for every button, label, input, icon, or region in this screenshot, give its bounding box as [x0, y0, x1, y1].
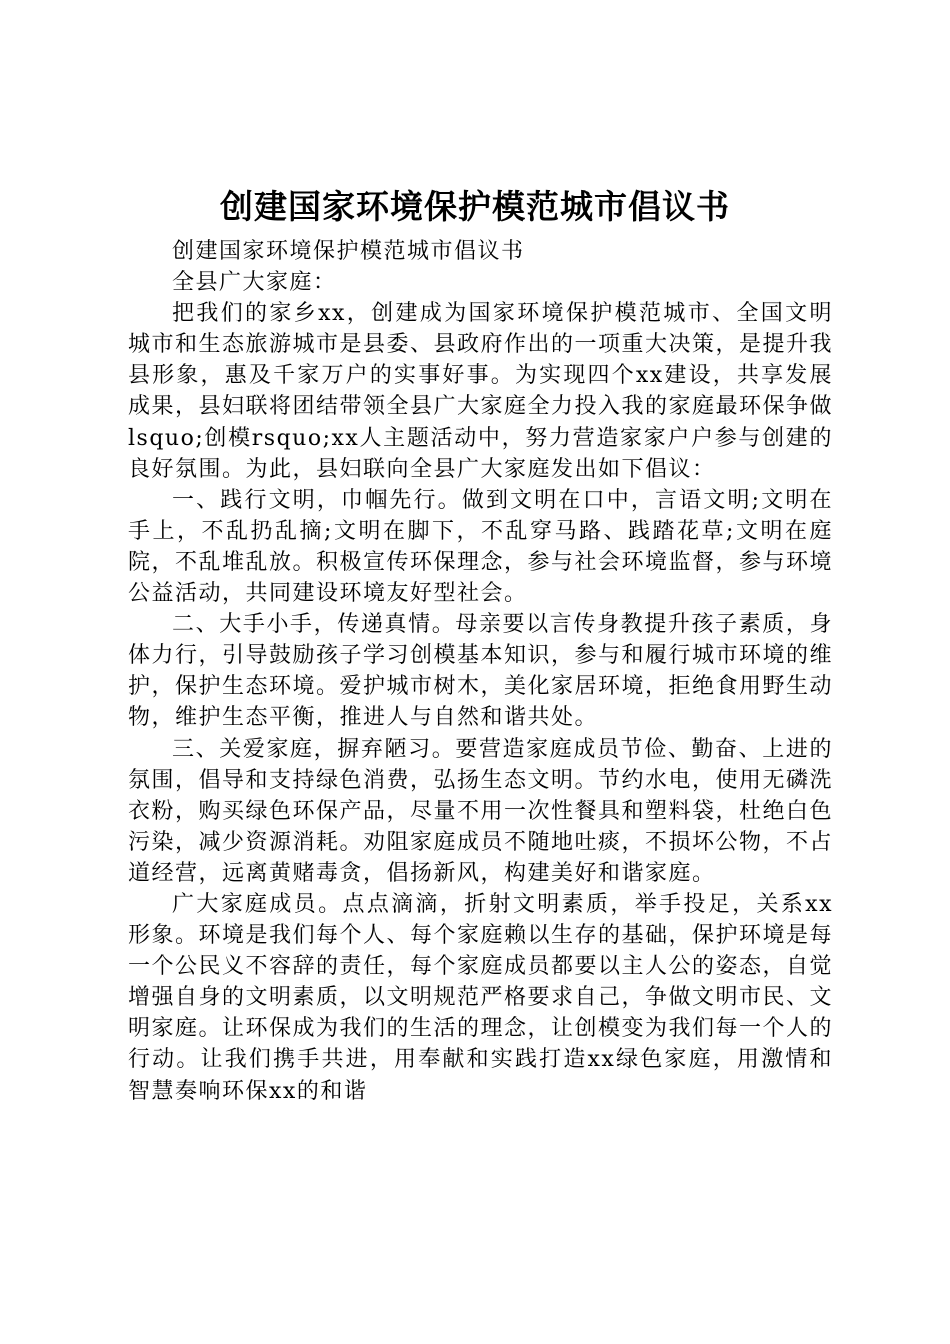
- proposal-two-paragraph: 二、大手小手，传递真情。母亲要以言传身教提升孩子素质，身体力行，引导鼓励孩子学习创模基本知识，参与和履行城市环境的维护，保护生态环境。爱护城市树木，美化家居环境，拒绝食用野生动物，维护生态平衡，推进人与自然和谐共处。: [128, 612, 834, 731]
- document-body: [128, 236, 833, 1107]
- intro-paragraph: 把我们的家乡xx，创建成为国家环境保护模范城市、全国文明城市和生态旅游城市是县委、县政府作出的一项重大决策，是提升我县形象，惠及千家万户的实事好事。为实现四个xx建设，共享发展成果，县妇联将团结带领全县广大家庭全力投入我的家庭最环保争做lsquo;创模rsquo;xx人主题活动中，努力营造家家户户参与创建的良好氛围。为此，县妇联向全县广大家庭发出如下倡议：: [128, 301, 834, 482]
- proposal-one-paragraph: 一、践行文明，巾帼先行。做到文明在口中，言语文明;文明在手上，不乱扔乱摘;文明在脚下，不乱穿马路、践踏花草;文明在庭院，不乱堆乱放。积极宣传环保理念，参与社会环境监督，参与环境公益活动，共同建设环境友好型社会。: [128, 487, 834, 607]
- subtitle-paragraph: 创建国家环境保护模范城市倡议书: [172, 239, 525, 264]
- closing-paragraph: 广大家庭成员。点点滴滴，折射文明素质，举手投足，关系xx形象。环境是我们每个人、每个家庭赖以生存的基础，保护环境是每一个公民义不容辞的责任，每个家庭成员都要以主人公的姿态，自觉增强自身的文明素质，以文明规范严格要求自己，争做文明市民、文明家庭。让环保成为我们的生活的理念，让创模变为我们每一个人的行动。让我们携手共进，用奉献和实践打造xx绿色家庭，用激情和智慧奏响环保xx的和谐: [128, 891, 834, 1104]
- document-title: 创建国家环境保护模范城市倡议书: [220, 187, 730, 226]
- salutation-paragraph: 全县广大家庭：: [172, 270, 337, 296]
- proposal-three-paragraph: 三、关爱家庭，摒弃陋习。要营造家庭成员节俭、勤奋、上进的氛围，倡导和支持绿色消费，弘扬生态文明。节约水电，使用无磷洗衣粉，购买绿色环保产品，尽量不用一次性餐具和塑料袋，杜绝白色污染，减少资源消耗。劝阻家庭成员不随地吐痰，不损坏公物，不占道经营，远离黄赌毒贪，倡扬新风，构建美好和谐家庭。: [128, 736, 834, 886]
